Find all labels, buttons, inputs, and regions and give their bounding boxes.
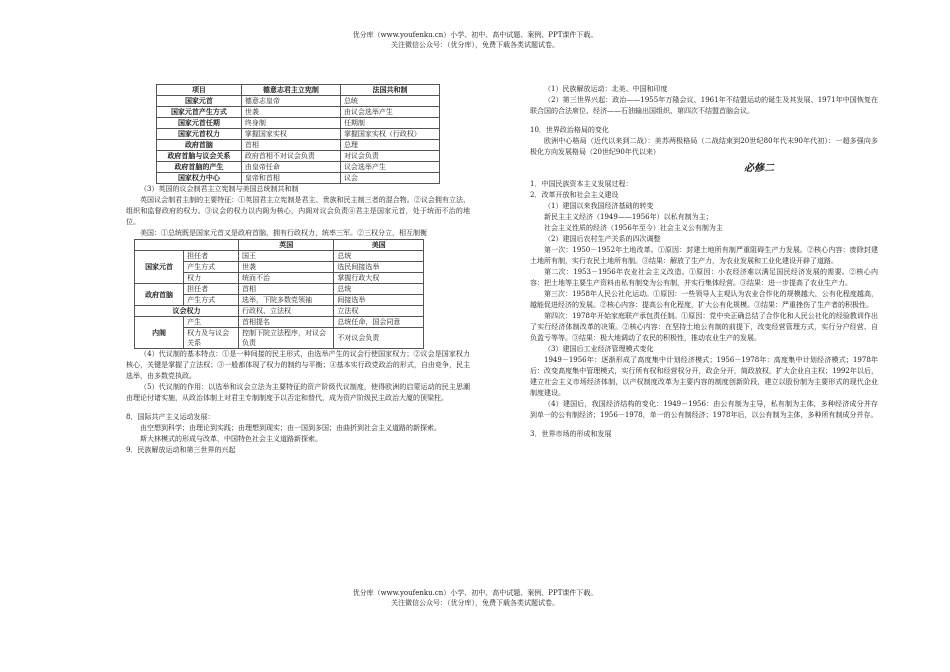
footer-line-1: 优分库（www.youfenku.cn）小学、初中、高中试题、案例、PPT课件下载。 [352, 589, 598, 597]
table-cell: 不对议会负责 [334, 328, 424, 349]
subheading-b2-2: （2）建国后农村生产关系的四次调整 [544, 235, 661, 243]
table-cell: 总统 [340, 96, 439, 107]
table-cell: 国王 [239, 251, 334, 262]
table-cell: 由皇帝任命 [241, 162, 340, 173]
table-header-row [157, 85, 440, 96]
section-heading-10: 10．世界政治格局的变化 [530, 126, 609, 134]
table-row [135, 317, 424, 328]
section-heading-8: 8．国际共产主义运动发展： [126, 413, 215, 421]
table-cell: 首相 [239, 284, 334, 295]
row-label: 政府首脑 [157, 140, 242, 151]
table-cell: 政府首相不对议会负责 [241, 151, 340, 162]
paragraph-8b: 斯大林模式的形成与改革，中国特色社会主义道路新探索。 [140, 435, 322, 443]
table-row [157, 96, 440, 107]
table-row [157, 129, 440, 140]
paragraph-uk-us-heading: （3）英国的议会制君主立宪制与美国总统制共和制 [140, 185, 299, 193]
table-cell: 掌握国家实权 [241, 129, 340, 140]
table-row [157, 140, 440, 151]
table-cell: 议会 [340, 173, 439, 184]
table-cell: 由议会选举产生 [340, 107, 439, 118]
table-cell: 行政权、立法权 [239, 306, 334, 317]
table-cell: 终身制 [241, 118, 340, 129]
group-label: 政府首脑 [135, 284, 184, 306]
table-row [157, 151, 440, 162]
paragraph-b2-1a: 新民主主义经济（1949——1956年）以私有制为主； [544, 213, 713, 221]
table-row [135, 306, 424, 317]
table-cell: 对议会负责 [340, 151, 439, 162]
table-cell: 世袭 [239, 262, 334, 273]
left-column [126, 84, 470, 456]
table-cell: 总统 [334, 251, 424, 262]
table-row [157, 118, 440, 129]
heading-b3: 3．世界市场的形成和发展 [530, 430, 612, 438]
table-cell: 权力 [184, 273, 239, 284]
table-header-row [135, 240, 424, 251]
table-row [157, 162, 440, 173]
table-cell: 总统 [334, 284, 424, 295]
table-cell: 产生 [184, 317, 239, 328]
table-cell: 议会选举产生 [340, 162, 439, 173]
table-header-cell: 法国共和制 [340, 85, 439, 96]
table-cell: 选民间接选举 [334, 262, 424, 273]
table-cell: 担任者 [184, 251, 239, 262]
table-header-cell: 美国 [334, 240, 424, 251]
paragraph-r2: （2）第三世界兴起：政治——1955年万隆会议、1961年不结盟运动的诞生及其发展、1971年中国恢复在联合国的合法席位、经济——石油输出国组织、第四次不结盟首脑会议。 [530, 96, 878, 115]
table-cell: 首相提名 [239, 317, 334, 328]
table-header-cell: 项目 [157, 85, 242, 96]
footer-line-2: 关注微信公众号：（优分库），免费下载各类试题试卷。 [391, 599, 559, 607]
page-footer [0, 588, 950, 608]
header-line-1: 优分库（www.youfenku.cn）小学、初中、高中试题、案例、PPT课件下载。 [352, 31, 598, 39]
table-cell: 间接选举 [334, 295, 424, 306]
table-header-cell: 英国 [239, 240, 334, 251]
subheading-b2-1: （1）建国以来我国经济基础的转变 [544, 202, 654, 210]
header-line-2: 关注微信公众号：（优分库），免费下载各类试题试卷。 [391, 41, 559, 49]
heading-b2: 2．改革开放和社会主义建设 [530, 191, 619, 199]
table-cell: 担任者 [184, 284, 239, 295]
table-cell: 首相 [241, 140, 340, 151]
table-cell: 立法权 [334, 306, 424, 317]
table-row [157, 107, 440, 118]
row-label: 政府首脑与议会关系 [157, 151, 242, 162]
paragraph-b2-3a: 1949－1956年：逐渐形成了高度集中计划经济模式；1956－1978年：高度集中计划经济模式；1978年后：改变高度集中管理模式，实行所有权和经营权分开，政企分开，简政放权，扩大企业自主权；1992年以后，建立社会主义市场经济体制，以产权制度改革为主要内容的制度创新阶段，建立以股份制为主要形式的现代企业制度建设。 [530, 356, 878, 397]
paragraph-8a: 由空想到科学；由理论到实践；由理想到现实；由一国到多国；由曲折到社会主义道路的新探索。 [140, 424, 441, 432]
row-label: 国家元首 [157, 96, 242, 107]
paragraph-b2-2d: 第四次：1978年开始家庭联产承包责任制。①原因：党中央正确总结了合作化和人民公社化的经验教训作出了实行经济体制改革的决策。②核心内容：在坚持土地公有制的前提下，改变经营管理方式，实行分户经营、自负盈亏等等。③结果：极大地调动了农民的积极性，推动农业生产的发展。 [530, 312, 878, 342]
paragraph-b2-2b: 第二次：1953－1956年农业社会主义改造。①原因：小农经济难以满足国民经济发展的需要。②核心内容：把土地等主要生产资料由私有制变为公有制，并实行集体经营。③结果：进一步提高了农业生产力。 [530, 268, 878, 287]
paragraph-b2-1b: 社会主义性质的经济（1956年至今）社会主义公有制为主 [544, 224, 723, 232]
paragraph-b2-2a: 第一次：1950－1952年土地改革。①原因：封建土地所有制严重阻碍生产力发展。②核心内容：废除封建土地所有制，实行农民土地所有制。③结果：解放了生产力，为农业发展和工业化建设开辟了道路。 [530, 246, 878, 265]
section-heading-9: 9．民族解放运动和第三世界的兴起 [126, 446, 236, 454]
table-header-cell [135, 240, 239, 251]
table-cell: 世袭 [241, 107, 340, 118]
row-label: 国家元首权力 [157, 129, 242, 140]
paragraph-representative-role: （5）代议制的作用：以选举和议会立法为主要特征的资产阶级代议制度，使得欧洲的启蒙运动的民主思潮由理论付诸实施，从政治体制上对君主专制制度予以否定和替代，成为资产阶级民主政治大厦的顶梁柱。 [126, 383, 470, 402]
table-row [135, 251, 424, 262]
table-row [157, 173, 440, 184]
table-cell: 掌握行政大权 [334, 273, 424, 284]
table-cell: 统而不治 [239, 273, 334, 284]
table-cell: 产生方式 [184, 262, 239, 273]
table-cell: 总理 [340, 140, 439, 151]
table-cell: 掌握国家实权（行政权） [340, 129, 439, 140]
row-label: 国家权力中心 [157, 173, 242, 184]
table-cell: 皇帝和首相 [241, 173, 340, 184]
table-cell: 权力及与议会关系 [184, 328, 239, 349]
paragraph-uk-features: 英国议会制君主制的主要特征：①英国君主立宪制是君主、贵族和民主制三者的混合物。②议会拥有立法、组织和监督政府的权力。③议会的权力以内阁为核心，内阁对议会负责④君主是国家元首，处于统而不治的地位。 [126, 196, 470, 226]
table-cell: 总统任命，国会同意 [334, 317, 424, 328]
table-cell: 德意志皇帝 [241, 96, 340, 107]
paragraph-r1: （1）民族解放运动：北美、中国和印度 [544, 85, 668, 93]
group-label: 内阁 [135, 317, 184, 349]
paragraph-b2-2c: 第三次：1958年人民公社化运动。①原因：一些领导人主观认为农业合作化的规模越大，公有化程度越高，越能促进经济的发展。②核心内容：提高公有化程度，扩大公有化规模。③结果：严重挫伤了生产者的积极性。 [530, 290, 878, 309]
row-label: 国家元首产生方式 [157, 107, 242, 118]
table-row [135, 284, 424, 295]
subheading-b2-3: （3）建国后工业经济管理模式变化 [544, 345, 654, 353]
table-cell: 任期制 [340, 118, 439, 129]
paragraph-b2-4: （4）建国后，我国经济结构的变化：1949－1956：由公有制为主导，私有制为主体，多种经济成分并存到单一的公有制经济；1956－1978，单一的公有制经济；1978年后，以公有制为主体，多种所有制成分并存。 [530, 400, 878, 419]
paragraph-representative-features: （4）代议制的基本特点：①是一种间接的民主形式，由选举产生的议会行使国家权力；②议会是国家权力核心，关键是掌握了立法权；③一般都体现了权力的制约与平衡；④基本实行政党政治的形式，自由竞争，民主选举，由多数党执政。 [126, 350, 470, 380]
row-label: 政府首脑的产生 [157, 162, 242, 173]
table-cell: 选举，下院多数党领袖 [239, 295, 334, 306]
page-header [0, 30, 950, 50]
heading-b1: 1．中国民族资本主义发展过程： [530, 180, 633, 188]
group-label: 国家元首 [135, 251, 184, 284]
paragraph-us-features: 美国：①总统既是国家元首又是政府首脑，拥有行政权力，统率三军。②三权分立，相互制衡 [140, 229, 427, 237]
table-header-cell: 德意志君主立宪制 [241, 85, 340, 96]
paragraph-r10a: 欧洲中心格局（近代以来到二战）：美苏两极格局（二战结束到20世纪80年代末90年代初）：一超多强向多极化方向发展格局（20世纪90年代以来） [530, 137, 878, 156]
right-column [530, 84, 878, 440]
germany-france-comparison-table [156, 84, 440, 184]
table-cell: 产生方式 [184, 295, 239, 306]
table-cell: 控制下院立法程序，对议会负责 [239, 328, 334, 349]
section-title-required-two: 必修二 [744, 163, 774, 174]
group-label: 议会权力 [135, 306, 239, 317]
row-label: 国家元首任期 [157, 118, 242, 129]
uk-us-comparison-table [134, 239, 424, 349]
